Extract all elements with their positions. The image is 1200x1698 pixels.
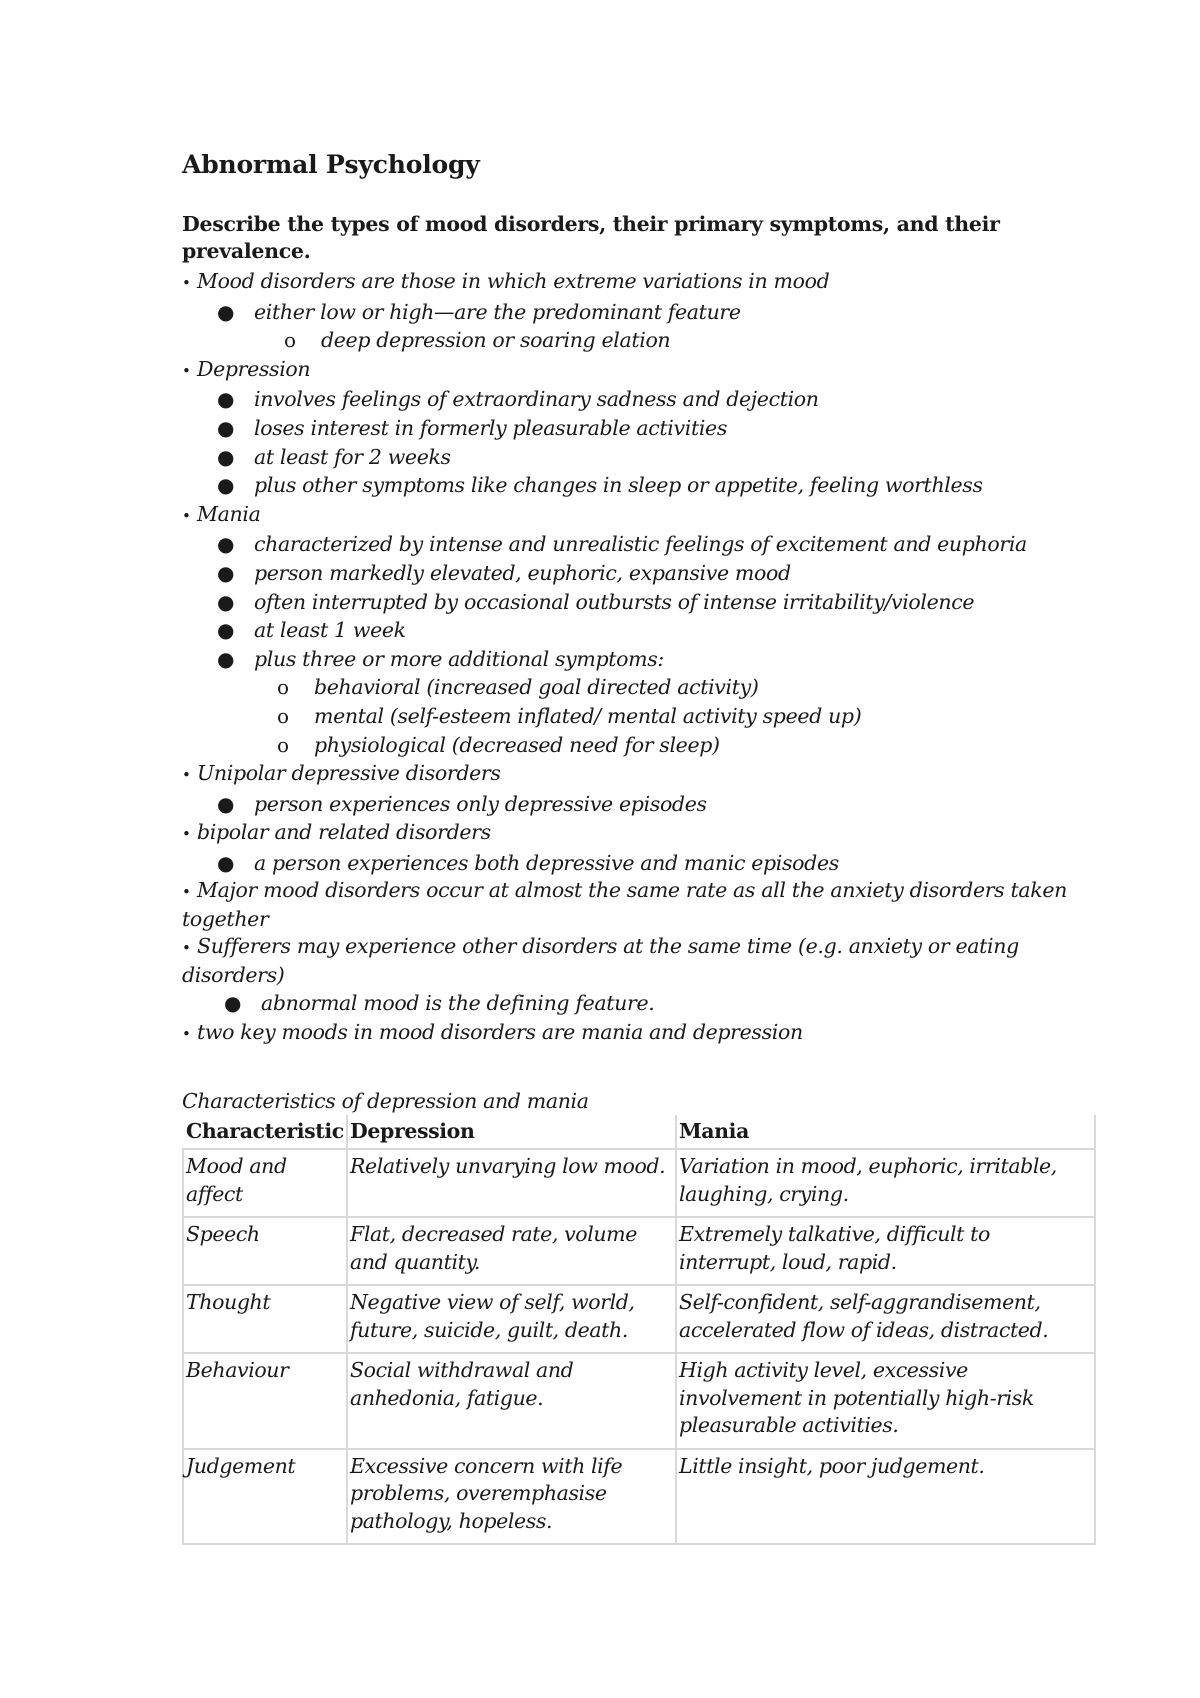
bullet-marker: ● [217, 444, 235, 469]
characteristics-table [182, 1115, 1096, 1546]
bullet-marker: • [182, 1025, 191, 1044]
list-item: ● abnormal mood is the defining feature. [182, 989, 1092, 1018]
table-cell: Extremely talkative, difficult to interrupt, loud, rapid. [676, 1217, 1095, 1285]
bullet-marker: ● [217, 791, 235, 816]
list-item: • Mood disorders are those in which extreme variations in mood [182, 267, 1092, 298]
table-cell: Little insight, poor judgement. [676, 1449, 1095, 1545]
table-cell: Excessive concern with life problems, overemphasise pathology, hopeless. [347, 1449, 676, 1545]
bullet-marker: • [182, 939, 191, 958]
list-item: ● person markedly elevated, euphoric, expansive mood [182, 559, 1092, 588]
list-item: ● involves feelings of extraordinary sadness and dejection [182, 385, 1092, 414]
list-item: ● characterized by intense and unrealistic feelings of excitement and euphoria [182, 530, 1092, 559]
list-item: ● plus three or more additional symptoms: [182, 645, 1092, 674]
table-row [183, 1449, 1095, 1545]
bullet-marker: ● [217, 415, 235, 440]
bullet-marker: ● [217, 387, 235, 412]
notes-list [182, 267, 1092, 1049]
bullet-marker: ● [217, 299, 235, 324]
list-item: • Depression [182, 355, 1092, 386]
table-cell: Relatively unvarying low mood. [347, 1149, 676, 1217]
table-cell: Speech [183, 1217, 347, 1285]
bullet-marker: o [277, 732, 289, 757]
bullet-marker: • [182, 361, 191, 380]
bullet-marker: o [284, 328, 296, 353]
list-item: ● person experiences only depressive episodes [182, 790, 1092, 819]
bullet-marker: ● [217, 560, 235, 585]
question-heading: Describe the types of mood disorders, their primary symptoms, and their prevalence. [182, 212, 1000, 263]
table-row [183, 1217, 1095, 1285]
bullet-marker: ● [217, 646, 235, 671]
table-cell: Flat, decreased rate, volume and quantity. [347, 1217, 676, 1285]
table-cell: Variation in mood, euphoric, irritable, laughing, crying. [676, 1149, 1095, 1217]
table-caption: Characteristics of depression and mania [182, 1088, 589, 1113]
bullet-marker: ● [217, 532, 235, 557]
list-item: ● often interrupted by occasional outbursts of intense irritability/violence [182, 588, 1092, 617]
list-item: ● at least 1 week [182, 616, 1092, 645]
column-header-mania: Mania [676, 1116, 1095, 1150]
table-row [183, 1149, 1095, 1217]
list-item: ● loses interest in formerly pleasurable activities [182, 414, 1092, 443]
bullet-marker: ● [217, 589, 235, 614]
bullet-marker: o [277, 675, 289, 700]
table-cell: Thought [183, 1285, 347, 1353]
bullet-marker: • [182, 883, 191, 902]
column-header-characteristic: Characteristic [183, 1116, 347, 1150]
table-row [183, 1353, 1095, 1449]
list-item: • Sufferers may experience other disorders at the same time (e.g. anxiety or eating disorders) [182, 934, 1019, 988]
table-cell: High activity level, excessive involvement in potentially high-risk pleasurable activities. [676, 1353, 1095, 1449]
list-item: o deep depression or soaring elation [182, 326, 1092, 355]
list-item: o mental (self-esteem inflated/ mental activity speed up) [182, 702, 1092, 731]
list-item: o behavioral (increased goal directed activity) [182, 673, 1092, 702]
list-item: ● at least for 2 weeks [182, 443, 1092, 472]
table-cell: Self-confident, self-aggrandisement, accelerated flow of ideas, distracted. [676, 1285, 1095, 1353]
list-item: ● a person experiences both depressive and manic episodes [182, 849, 1092, 878]
list-item: o physiological (decreased need for sleep) [182, 731, 1092, 760]
bullet-marker: • [182, 274, 191, 292]
document-title: Abnormal Psychology [182, 150, 480, 179]
table-cell: Social withdrawal and anhedonia, fatigue. [347, 1353, 676, 1449]
list-item: • Major mood disorders occur at almost the same rate as all the anxiety disorders taken together [182, 878, 1067, 932]
table-cell: Behaviour [183, 1353, 347, 1449]
document-page [182, 140, 1092, 1545]
list-item: ● plus other symptoms like changes in sleep or appetite, feeling worthless [182, 471, 1092, 500]
bullet-marker: ● [217, 850, 235, 875]
list-item: • Unipolar depressive disorders [182, 759, 1092, 790]
bullet-marker: ● [217, 473, 235, 498]
list-item: • Mania [182, 500, 1092, 531]
bullet-marker: o [277, 703, 289, 728]
bullet-marker: • [182, 506, 191, 525]
list-item: ● either low or high—are the predominant feature [182, 298, 1092, 327]
column-header-depression: Depression [347, 1116, 676, 1150]
table-header-row [183, 1116, 1095, 1150]
bullet-marker: • [182, 766, 191, 785]
bullet-marker: ● [217, 618, 235, 643]
list-item: • two key moods in mood disorders are mania and depression [182, 1018, 1092, 1049]
table-cell: Negative view of self, world, future, suicide, guilt, death. [347, 1285, 676, 1353]
bullet-marker: ● [224, 991, 242, 1016]
table-cell: Mood and affect [183, 1149, 347, 1217]
list-item: • bipolar and related disorders [182, 818, 1092, 849]
bullet-marker: • [182, 825, 191, 844]
table-row [183, 1285, 1095, 1353]
table-cell: Judgement [183, 1449, 347, 1545]
